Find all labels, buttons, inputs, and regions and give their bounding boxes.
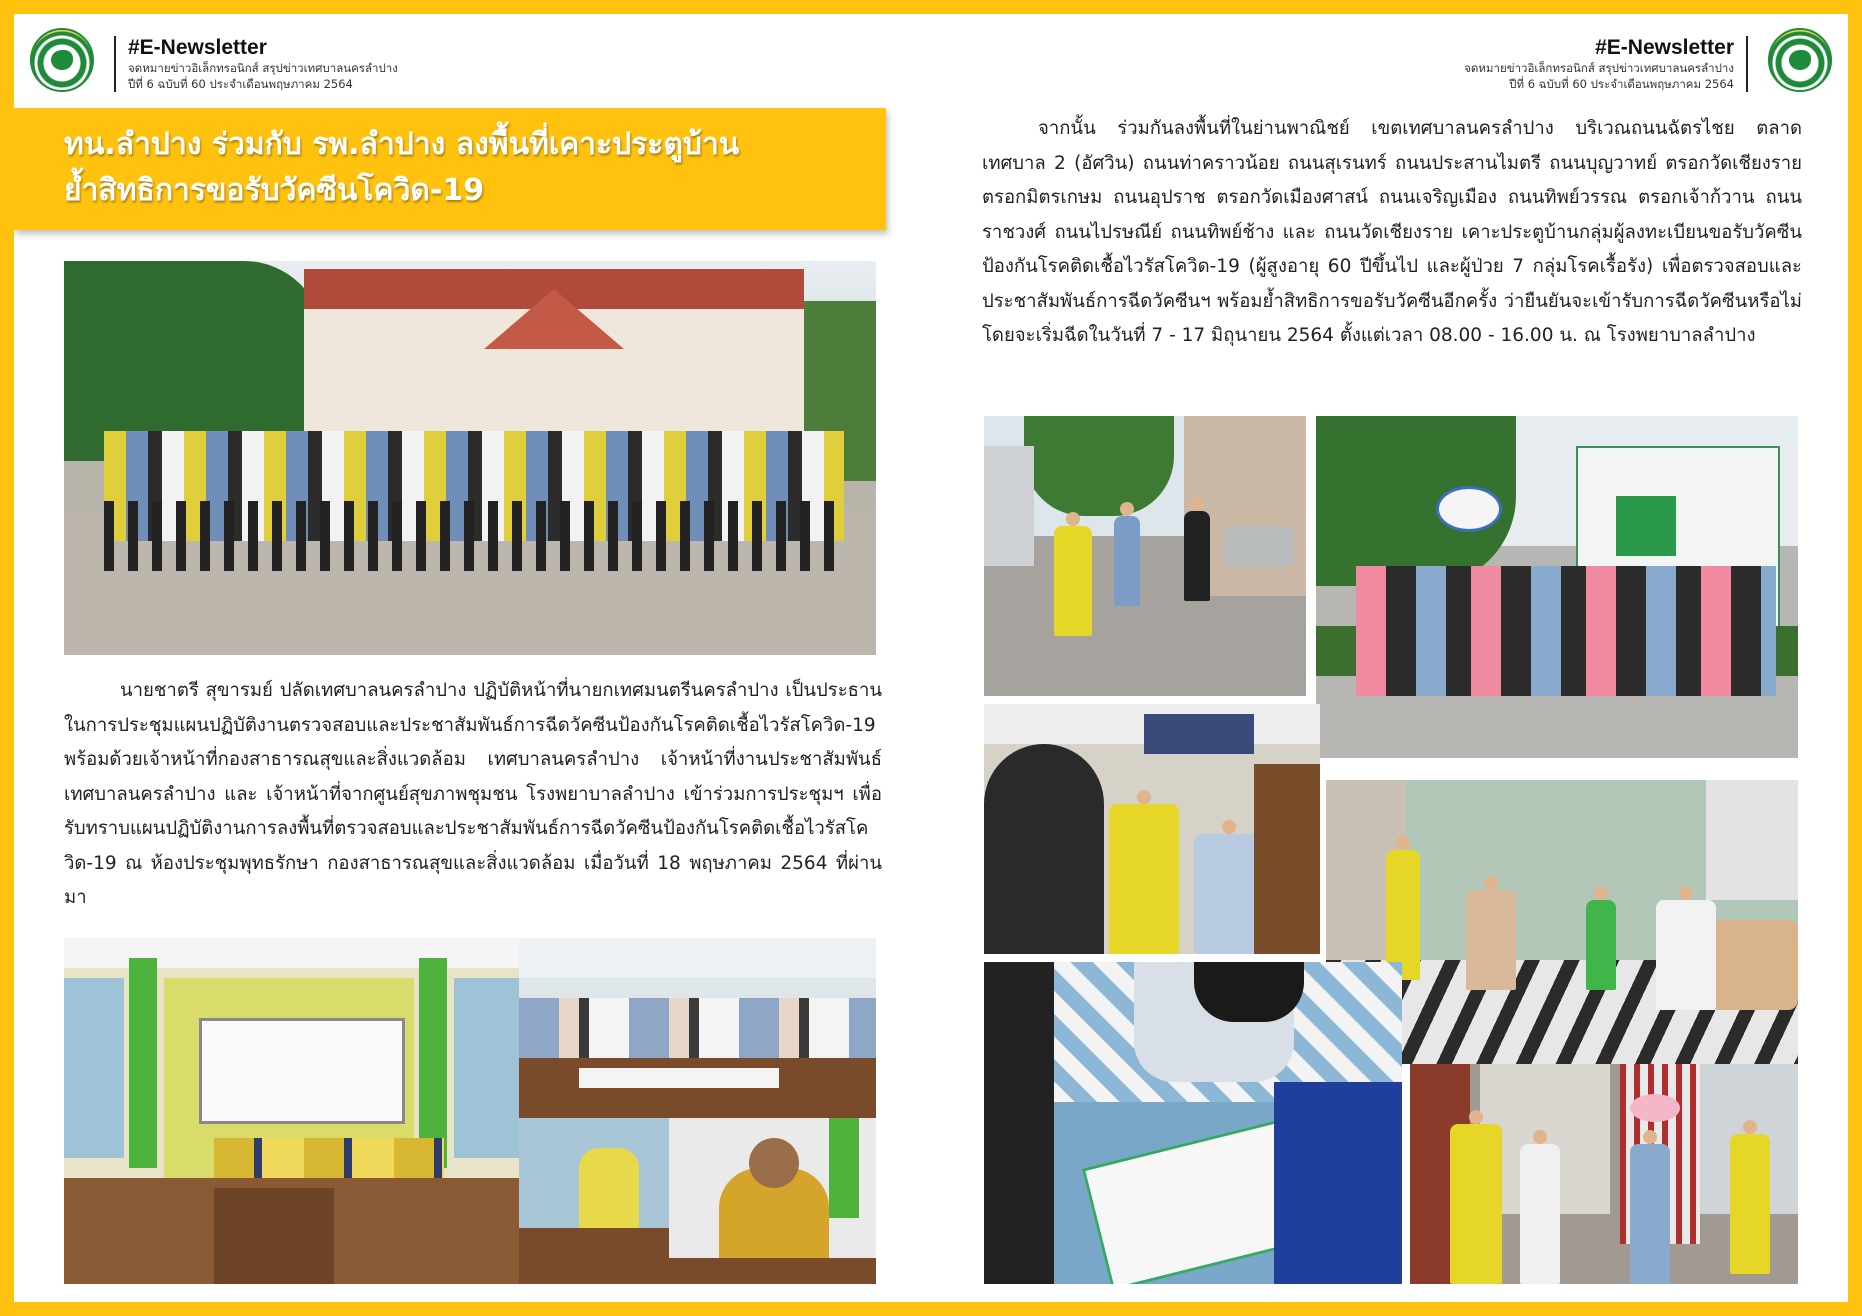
article-title-line-1: ทน.ลำปาง ร่วมกับ รพ.ลำปาง ลงพื้นที่เคาะประตูบ้าน [64, 127, 740, 162]
field-photo-doorstep [984, 704, 1320, 954]
article-paragraph-1: นายชาตรี สุขารมย์ ปลัดเทศบาลนครลำปาง ปฏิบัติหน้าที่นายกเทศมนตรีนครลำปาง เป็นประธานในการประชุมแผนปฏิบัติงานตรวจสอบและประชาสัมพันธ์การฉีดวัคซีนป้องกันโรคติดเชื้อไวรัสโควิด-19 พร้อมด้วยเจ้าหน้าที่กองสาธารณสุขและสิ่งแวดล้อม เทศบาลนครลำปาง เจ้าหน้าที่งานประชาสัมพันธ์ เทศบาลนครลำปาง และ เจ้าหน้าที่จากศูนย์สุขภาพชุมชน โรงพยาบาลลำปาง เข้าร่วมการประชุมฯ เพื่อรับทราบแผนปฏิบัติงานการลงพื้นที่ตรวจสอบและประชาสัมพันธ์การฉีดวัคซีนป้องกันโรคติดเชื้อไวรัสโควิด-19 ณ ห้องประชุมพุทธรักษา กองสาธารณสุขและสิ่งแวดล้อม เมื่อวันที่ 18 พฤษภาคม 2564 ที่ผ่านมา [64, 680, 882, 908]
newsletter-title: #E-Newsletter [1595, 36, 1734, 59]
newsletter-subtitle: จดหมายข่าวอิเล็กทรอนิกส์ สรุปข่าวเทศบาลนครลำปาง [128, 61, 398, 75]
newsletter-subtitle: จดหมายข่าวอิเล็กทรอนิกส์ สรุปข่าวเทศบาลนครลำปาง [1464, 61, 1734, 75]
header-divider [1746, 36, 1748, 92]
field-photo-neighborhood [1410, 1064, 1798, 1284]
newsletter-page [14, 14, 1848, 1302]
newsletter-title: #E-Newsletter [128, 36, 267, 59]
field-photo-team-truck [1316, 416, 1798, 758]
newsletter-issue: ปีที่ 6 ฉบับที่ 60 ประจำเดือนพฤษภาคม 2564 [1509, 77, 1734, 91]
meeting-photo-chairman [669, 1118, 876, 1284]
field-photo-registration [984, 962, 1402, 1284]
header-divider [114, 36, 116, 92]
newsletter-issue: ปีที่ 6 ฉบับที่ 60 ประจำเดือนพฤษภาคม 2564 [128, 77, 353, 91]
lampang-municipality-seal-icon [30, 28, 94, 92]
meeting-photo-participants [519, 938, 876, 1118]
header-right [1418, 22, 1838, 106]
meeting-photo-main [64, 938, 519, 1284]
group-photo [64, 261, 876, 655]
article-title-banner [14, 108, 886, 230]
article-title-line-2: ย้ำสิทธิการขอรับวัคซีนโควิด-19 [64, 173, 485, 208]
lampang-municipality-seal-icon [1768, 28, 1832, 92]
header-left [24, 22, 444, 106]
field-photo-street-walk [984, 416, 1306, 696]
article-title [64, 122, 874, 214]
article-paragraph-2: จากนั้น ร่วมกันลงพื้นที่ในย่านพาณิชย์ เขตเทศบาลนครลำปาง บริเวณถนนฉัตรไชย ตลาดเทศบาล 2 (อัศวิน) ถนนท่าคราวน้อย ถนนสุเรนทร์ ถนนประสานไมตรี ถนนบุญวาทย์ ตรอกวัดเชียงราย ตรอกมิตรเกษม ถนนอุปราช ตรอกวัดเมืองศาสน์ ถนนเจริญเมือง ถนนทิพย์วรรณ ตรอกเจ้าก้วาน ถนนราชวงศ์ ถนนไปรษณีย์ ถนนทิพย์ช้าง และ ถนนวัดเชียงราย เคาะประตูบ้านกลุ่มผู้ลงทะเบียนขอรับวัคซีนป้องกันโรคติดเชื้อไวรัสโควิด-19 (ผู้สูงอายุ 60 ปีขึ้นไป และผู้ป่วย 7 กลุ่มโรคเรื้อรัง) เพื่อตรวจสอบและประชาสัมพันธ์การฉีดวัคซีนฯ พร้อมย้ำสิทธิการขอรับวัคซีนอีกครั้ง ว่ายืนยันจะเข้ารับการฉีดวัคซีนหรือไม่ โดยจะเริ่มฉีดในวันที่ 7 - 17 มิถุนายน 2564 ตั้งแต่เวลา 08.00 - 16.00 น. ณ โรงพยาบาลลำปาง [982, 118, 1802, 346]
meeting-photo-speaker [519, 1118, 669, 1284]
